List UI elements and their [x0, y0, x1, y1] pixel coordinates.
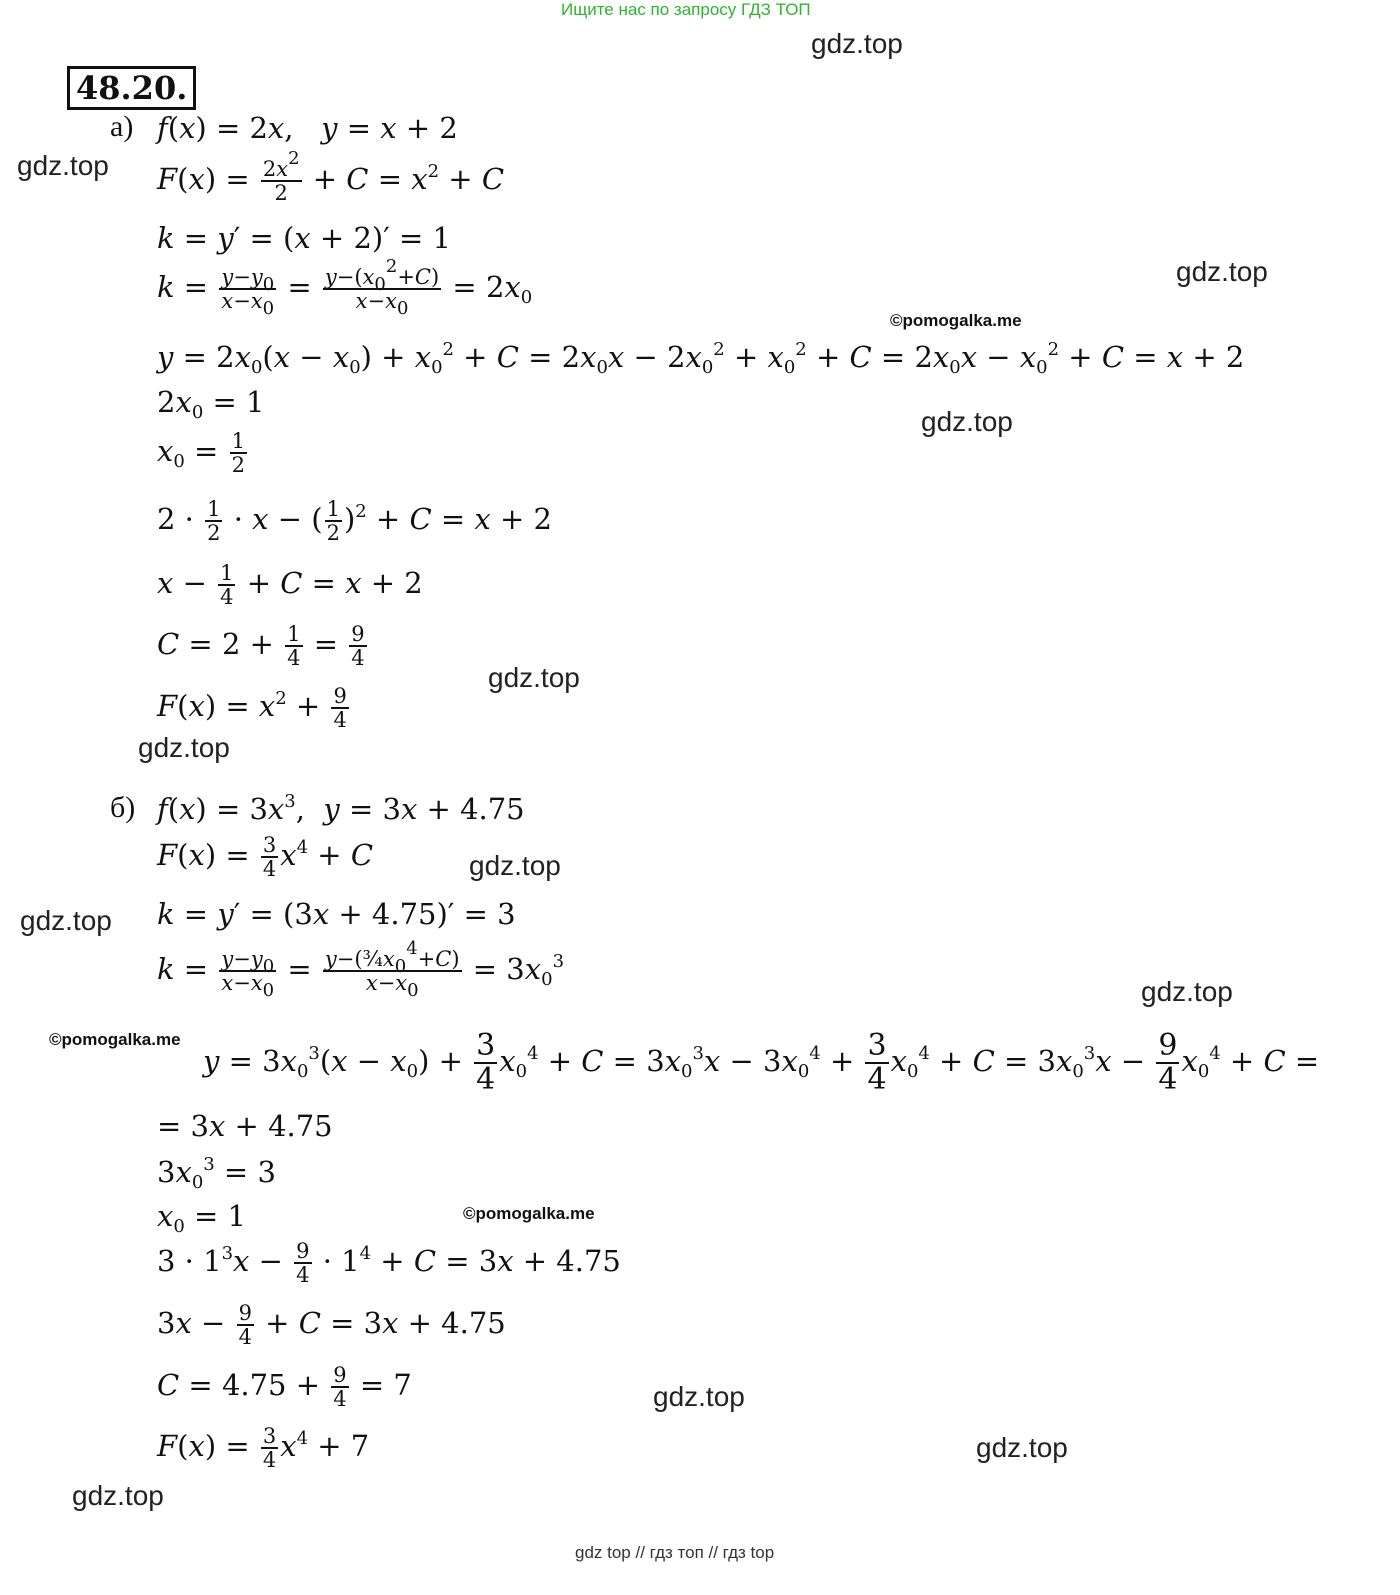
part-b-line-6: = 3x + 4.75 [157, 1109, 333, 1143]
part-a-line-11: $F(x) = x^2$ + $\frac{9}{4}$ [157, 684, 347, 732]
part-a-line-8: 2 · $\frac{1}{2}$ · x − ( $\frac{1}{2}$ )$^2$ + C = x + 2 [157, 497, 552, 545]
part-a-line-5: $y = 2x_0(x - x_0) + x_0^2 + C = 2x_0x - 2x_0^2 + x_0^2 + C = 2x_0x - x_0^2 + C = x + 2$ [157, 339, 1245, 378]
watermark-gdz: gdz.top [811, 28, 903, 59]
part-a-line-4: k = $\frac{y-y_0}{x-x_0}$ = $\frac{y-(x_0^2+C)}{x-x_0}$ = $2x_0$ [157, 256, 533, 319]
part-a-line-6: $2x_0 = 1$ [157, 385, 265, 423]
part-a-label: а) [110, 110, 134, 143]
part-b-line-7: $3x_0^3 = 3$ [157, 1154, 276, 1193]
part-b-line-4: k = $\frac{y-y_0}{x-x_0}$ = $\frac{y-(\frac{3}{4}x_0^4+C)}{x-x_0}$ = $3x_0^3$ [157, 938, 565, 1001]
part-b-line-8: $x_0 = 1$ [157, 1199, 246, 1237]
part-a-line-3: k = y′ = (x + 2)′ = 1 [157, 221, 451, 255]
part-b-line-9: $3 \cdot 1^3x$ − $\frac{9}{4}$ · $1^4 + C = 3x + 4.75$ [157, 1239, 621, 1287]
part-a-line-2: F(x) = $\frac{2x^2}{2}$ + $C = x^2 + C$ [157, 148, 505, 205]
part-a-line-10: C = 2 + $\frac{1}{4}$ = $\frac{9}{4}$ [157, 622, 365, 670]
watermark-gdz: gdz.top [1141, 976, 1233, 1007]
footer-links: gdz top // гдз топ // гдз top [575, 1543, 775, 1562]
top-banner: Ищите нас по запросу ГДЗ ТОП [561, 0, 811, 19]
watermark-gdz: gdz.top [1176, 256, 1268, 287]
watermark-gdz: gdz.top [138, 732, 230, 763]
watermark-pomogalka: ©pomogalka.me [890, 311, 1022, 330]
watermark-gdz: gdz.top [20, 905, 112, 936]
watermark-gdz: gdz.top [488, 662, 580, 693]
part-b-line-2: F(x) = $\frac{3}{4}$ $x^4 + C$ [157, 833, 374, 881]
watermark-pomogalka: ©pomogalka.me [463, 1204, 595, 1223]
part-b-line-10: 3x − $\frac{9}{4}$ + C = 3x + 4.75 [157, 1301, 506, 1349]
part-b-line-12: F(x) = $\frac{3}{4}$ $x^4 + 7$ [157, 1424, 370, 1472]
part-b-line-11: C = 4.75 + $\frac{9}{4}$ = 7 [157, 1363, 412, 1411]
part-a-line-1: f(x) = 2x, y = x + 2 [157, 111, 458, 145]
part-b-line-3: k = y′ = (3x + 4.75)′ = 3 [157, 897, 516, 931]
part-b-label: б) [110, 791, 136, 824]
watermark-pomogalka: ©pomogalka.me [49, 1030, 181, 1049]
problem-number: 48.20. [67, 66, 196, 110]
watermark-gdz: gdz.top [72, 1480, 164, 1511]
part-b-line-5: $y = 3x_0^3(x - x_0)$ + $\frac{3}{4}$ $x_0^4 + C = 3x_0^3x - 3x_0^4$ + $\frac{3}{4}$ $x_0^4 + C = 3x_0^3x$ − $\frac{9}{4}$ $x_0^4 + C$ = [203, 1028, 1320, 1097]
watermark-gdz: gdz.top [653, 1381, 745, 1412]
part-a-line-9: x − $\frac{1}{4}$ + C = x + 2 [157, 561, 423, 609]
watermark-gdz: gdz.top [469, 850, 561, 881]
watermark-gdz: gdz.top [921, 406, 1013, 437]
watermark-gdz: gdz.top [17, 150, 109, 181]
watermark-gdz: gdz.top [976, 1432, 1068, 1463]
part-a-line-7: $x_0$ = $\frac{1}{2}$ [157, 429, 245, 477]
part-b-line-1: $f(x) = 3x^3$, y = 3x + 4.75 [157, 791, 525, 826]
